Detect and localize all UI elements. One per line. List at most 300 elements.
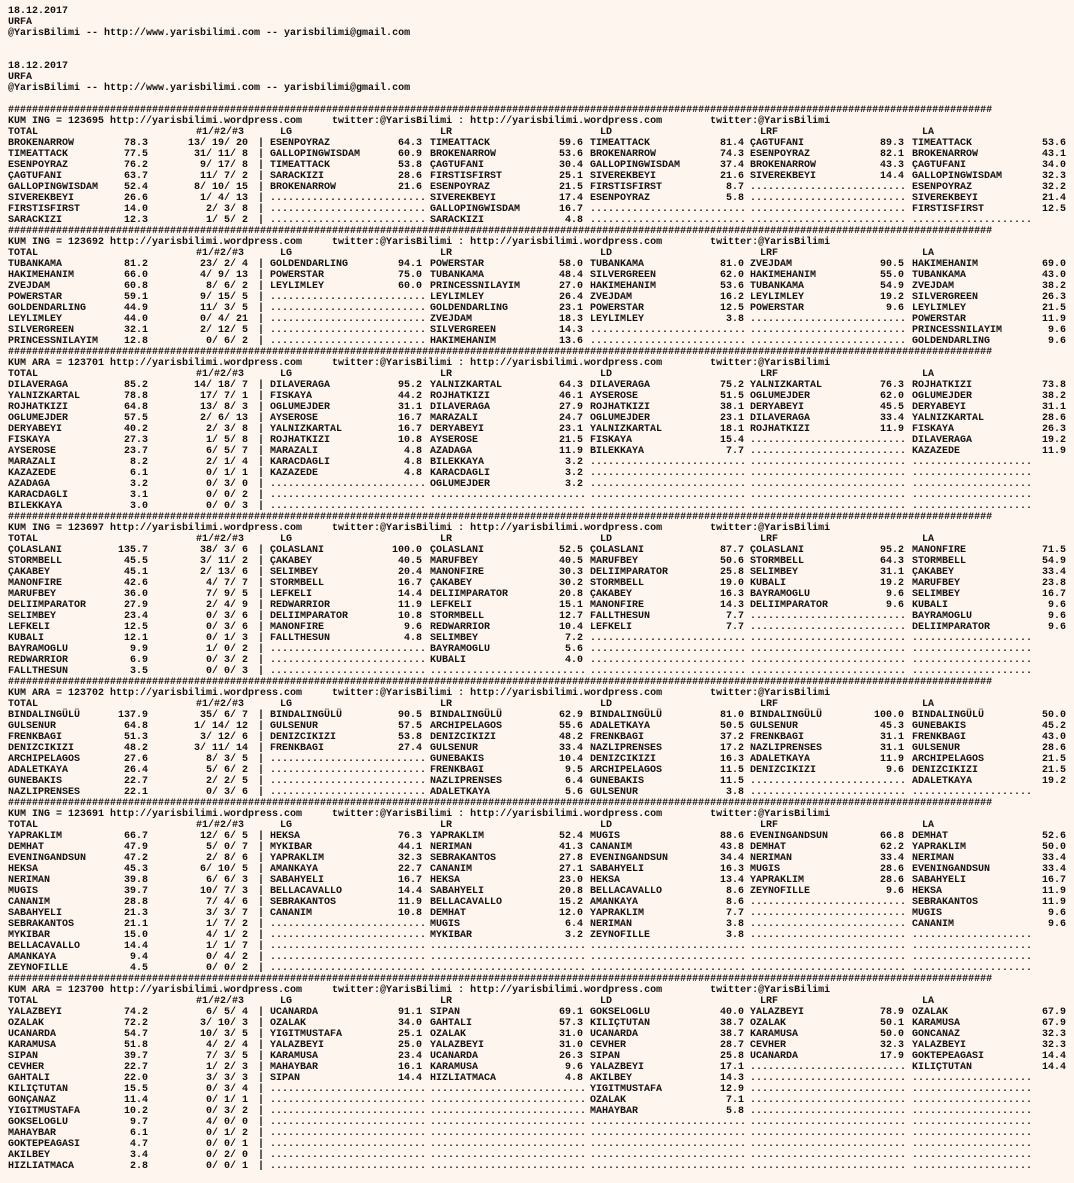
rating-score: 31.1 bbox=[1041, 402, 1066, 413]
horse-name: AMANKAYA bbox=[590, 897, 639, 908]
dotted-filler: .......................... bbox=[270, 754, 427, 765]
horse-name: LEYLIMLEY bbox=[590, 314, 645, 325]
total-score: 36.0 bbox=[123, 589, 148, 600]
horse-name: GUNEBAKIS bbox=[8, 776, 63, 787]
horse-name: KAZAZEDE bbox=[912, 446, 961, 457]
horse-name: HIZLIATMACA bbox=[430, 1073, 497, 1084]
placings: 3/ 3/ 3 bbox=[205, 1073, 248, 1084]
horse-name: OZALAK bbox=[270, 1018, 307, 1029]
dotted-filler: .......................... bbox=[750, 787, 907, 798]
horse-name: SIPAN bbox=[430, 1007, 461, 1018]
dotted-filler: .......................... bbox=[270, 952, 427, 963]
table-row bbox=[8, 853, 1068, 864]
rating-score: 58.0 bbox=[558, 259, 583, 270]
horse-name: ESENPOYRAZ bbox=[750, 149, 811, 160]
horse-name: ADALETKAYA bbox=[912, 776, 973, 787]
horse-name: GOKSELOGLU bbox=[8, 1117, 69, 1128]
table-row bbox=[8, 578, 1068, 589]
table-row bbox=[8, 215, 1068, 226]
race-title: KUM ING = 123691 http://yarisbilimi.wordpress.com twitter:@YarisBilimi : http://yarisbilimi.wordpress.com twitter:@YarisBilimi bbox=[8, 809, 831, 820]
rating-score: 43.0 bbox=[1041, 732, 1066, 743]
horse-name: SIVEREKBEYI bbox=[430, 193, 497, 204]
rating-score: 21.5 bbox=[558, 435, 583, 446]
dotted-filler: .......................... bbox=[750, 1084, 907, 1095]
horse-name: CANANIM bbox=[912, 919, 955, 930]
hash-separator: #################################################################################################################################################################### bbox=[8, 512, 993, 523]
horse-name: PRINCESSNILAYIM bbox=[912, 325, 1003, 336]
column-header: LA bbox=[922, 127, 935, 138]
table-row bbox=[8, 435, 1068, 446]
table-row bbox=[8, 270, 1068, 281]
horse-name: AZADAGA bbox=[8, 479, 51, 490]
table-row bbox=[8, 622, 1068, 633]
placings: 4/ 1/ 2 bbox=[205, 930, 248, 941]
horse-name: POWERSTAR bbox=[590, 303, 645, 314]
total-score: 3.1 bbox=[129, 490, 148, 501]
table-row bbox=[8, 479, 1068, 490]
total-score: 26.4 bbox=[123, 765, 148, 776]
horse-name: GALLOPINGWISDAM bbox=[590, 160, 681, 171]
table-row bbox=[8, 160, 1068, 171]
rating-score: 43.8 bbox=[719, 842, 744, 853]
dotted-filler: .......................... bbox=[270, 666, 427, 677]
column-separator: | bbox=[258, 600, 265, 611]
horse-name: DELIIMPARATOR bbox=[430, 589, 509, 600]
horse-name: DELIIMPARATOR bbox=[750, 600, 829, 611]
horse-name: ZVEJDAM bbox=[430, 314, 473, 325]
rating-score: 32.3 bbox=[1041, 171, 1066, 182]
horse-name: OGLUMEJDER bbox=[590, 413, 651, 424]
horse-name: STORMBELL bbox=[8, 556, 63, 567]
horse-name: YAPRAKLIM bbox=[270, 853, 325, 864]
horse-name: DERYABEYI bbox=[8, 424, 63, 435]
column-separator: | bbox=[258, 897, 265, 908]
total-score: 27.3 bbox=[123, 435, 148, 446]
horse-name: KUBALI bbox=[8, 633, 45, 644]
horse-name: MANONFIRE bbox=[590, 600, 645, 611]
placings: 35/ 6/ 7 bbox=[199, 710, 248, 721]
column-header: #1/#2/#3 bbox=[196, 820, 245, 831]
dotted-filler: .......................... bbox=[750, 336, 907, 347]
horse-name: OZALAK bbox=[8, 1018, 45, 1029]
horse-name: SIPAN bbox=[270, 1073, 301, 1084]
horse-name: KARACDAGLI bbox=[430, 468, 491, 479]
table-row bbox=[8, 776, 1068, 787]
rating-score: 53.8 bbox=[397, 160, 422, 171]
horse-name: BELLACAVALLO bbox=[430, 897, 503, 908]
horse-name: MARUFBEY bbox=[590, 556, 639, 567]
column-separator: | bbox=[258, 622, 265, 633]
table-row bbox=[8, 589, 1068, 600]
rating-score: 38.1 bbox=[719, 402, 744, 413]
dotted-filler: .......................... bbox=[750, 897, 907, 908]
dotted-filler: .......................... bbox=[270, 765, 427, 776]
placings: 0/ 0/ 3 bbox=[205, 501, 248, 512]
rating-score: 15.4 bbox=[719, 435, 744, 446]
table-row bbox=[8, 413, 1068, 424]
rating-score: 17.2 bbox=[719, 743, 744, 754]
column-header: LG bbox=[280, 534, 293, 545]
horse-name: HEKSA bbox=[430, 875, 461, 886]
column-separator: | bbox=[258, 633, 265, 644]
horse-name: GALLOPINGWISDAM bbox=[270, 149, 361, 160]
placings: 6/ 5/ 4 bbox=[205, 1007, 248, 1018]
column-separator: | bbox=[258, 842, 265, 853]
rating-score: 19.2 bbox=[1041, 435, 1066, 446]
rating-score: 62.9 bbox=[558, 710, 583, 721]
dotted-filler: .................... bbox=[912, 1161, 1033, 1172]
dotted-filler: .................... bbox=[912, 1106, 1033, 1117]
column-header: TOTAL bbox=[8, 369, 39, 380]
placings: 3/ 12/ 6 bbox=[199, 732, 248, 743]
rating-score: 20.8 bbox=[558, 886, 583, 897]
horse-name: REDWARRIOR bbox=[8, 655, 69, 666]
horse-name: MYKIBAR bbox=[8, 930, 51, 941]
total-score: 6.9 bbox=[129, 655, 148, 666]
placings: 5/ 0/ 7 bbox=[205, 842, 248, 853]
rating-score: 7.2 bbox=[564, 633, 583, 644]
rating-score: 11.9 bbox=[1041, 314, 1066, 325]
horse-name: KUBALI bbox=[430, 655, 467, 666]
horse-name: BROKENARROW bbox=[270, 182, 337, 193]
column-separator: | bbox=[258, 292, 265, 303]
placings: 5/ 6/ 2 bbox=[205, 765, 248, 776]
total-score: 27.9 bbox=[123, 600, 148, 611]
rating-score: 5.6 bbox=[564, 644, 583, 655]
placings: 0/ 6/ 2 bbox=[205, 336, 248, 347]
rating-score: 66.8 bbox=[879, 831, 904, 842]
placings: 2/ 12/ 5 bbox=[199, 325, 248, 336]
horse-name: HAKIMEHANIM bbox=[750, 270, 817, 281]
column-separator: | bbox=[258, 743, 265, 754]
total-score: 14.4 bbox=[123, 941, 148, 952]
horse-name: SARACKIZI bbox=[270, 171, 325, 182]
rating-score: 31.1 bbox=[879, 732, 904, 743]
horse-name: KARAMUSA bbox=[912, 1018, 961, 1029]
horse-name: KUBALI bbox=[912, 600, 949, 611]
rating-score: 10.4 bbox=[558, 622, 583, 633]
race-title: KUM ING = 123697 http://yarisbilimi.wordpress.com twitter:@YarisBilimi : http://yarisbilimi.wordpress.com twitter:@YarisBilimi bbox=[8, 523, 831, 534]
horse-name: STORMBELL bbox=[590, 578, 645, 589]
placings: 1/ 2/ 3 bbox=[205, 1062, 248, 1073]
dotted-filler: .......................... bbox=[590, 468, 747, 479]
rating-score: 38.2 bbox=[1041, 391, 1066, 402]
horse-name: DENIZCIKIZI bbox=[270, 732, 337, 743]
placings: 7/ 3/ 5 bbox=[205, 1051, 248, 1062]
column-header: LRF bbox=[760, 820, 779, 831]
table-row bbox=[8, 787, 1068, 798]
horse-name: MUGIS bbox=[8, 886, 39, 897]
column-separator: | bbox=[258, 710, 265, 721]
horse-name: GONCANAZ bbox=[912, 1029, 961, 1040]
rating-score: 10.8 bbox=[397, 611, 422, 622]
rating-score: 74.3 bbox=[719, 149, 744, 160]
horse-name: GAHTALI bbox=[430, 1018, 473, 1029]
placings: 0/ 3/ 0 bbox=[205, 479, 248, 490]
column-separator: | bbox=[258, 853, 265, 864]
placings: 0/ 3/ 6 bbox=[205, 787, 248, 798]
horse-name: MARUFBEY bbox=[8, 589, 57, 600]
table-row bbox=[8, 941, 1068, 952]
horse-name: MARAZALI bbox=[430, 413, 479, 424]
dotted-filler: .......................... bbox=[590, 501, 747, 512]
column-separator: | bbox=[258, 171, 265, 182]
rating-score: 23.1 bbox=[558, 303, 583, 314]
rating-score: 9.6 bbox=[1047, 336, 1066, 347]
rating-score: 14.3 bbox=[719, 600, 744, 611]
horse-name: DELIIMPARATOR bbox=[8, 600, 87, 611]
table-row bbox=[8, 886, 1068, 897]
dotted-filler: .......................... bbox=[590, 479, 747, 490]
horse-name: TIMEATTACK bbox=[8, 149, 69, 160]
placings: 8/ 10/ 15 bbox=[193, 182, 248, 193]
dotted-filler: .................... bbox=[912, 1095, 1033, 1106]
placings: 38/ 3/ 6 bbox=[199, 545, 248, 556]
column-header: LA bbox=[922, 534, 935, 545]
dotted-filler: .......................... bbox=[270, 787, 427, 798]
rating-score: 27.4 bbox=[397, 743, 422, 754]
dotted-filler: .......................... bbox=[270, 919, 427, 930]
column-header: LA bbox=[922, 820, 935, 831]
horse-name: GOLDENDARLING bbox=[8, 303, 87, 314]
rating-score: 51.5 bbox=[719, 391, 744, 402]
dotted-filler: .................... bbox=[912, 457, 1033, 468]
rating-score: 20.4 bbox=[397, 567, 422, 578]
horse-name: FALLTHESUN bbox=[590, 611, 651, 622]
placings: 1/ 7/ 2 bbox=[205, 919, 248, 930]
rating-score: 71.5 bbox=[1041, 545, 1066, 556]
horse-name: TIMEATTACK bbox=[912, 138, 973, 149]
column-separator: | bbox=[258, 391, 265, 402]
rating-score: 87.7 bbox=[719, 545, 744, 556]
table-row bbox=[8, 149, 1068, 160]
table-row bbox=[8, 171, 1068, 182]
rating-score: 50.5 bbox=[719, 721, 744, 732]
rating-score: 11.9 bbox=[397, 897, 422, 908]
horse-name: KARAMUSA bbox=[750, 1029, 799, 1040]
rating-score: 16.7 bbox=[1041, 875, 1066, 886]
placings: 0/ 1/ 1 bbox=[205, 468, 248, 479]
horse-name: AYSEROSE bbox=[590, 391, 639, 402]
horse-name: KAZAZEDE bbox=[270, 468, 319, 479]
column-header: #1/#2/#3 bbox=[196, 127, 245, 138]
rating-score: 90.5 bbox=[397, 710, 422, 721]
column-header: TOTAL bbox=[8, 534, 39, 545]
placings: 0/ 1/ 2 bbox=[205, 1128, 248, 1139]
report-date: 18.12.2017 bbox=[8, 61, 69, 72]
dotted-filler: .................... bbox=[912, 633, 1033, 644]
column-separator: | bbox=[258, 941, 265, 952]
horse-name: ESENPOYRAZ bbox=[430, 182, 491, 193]
dotted-filler: .......................... bbox=[270, 325, 427, 336]
rating-score: 24.7 bbox=[558, 413, 583, 424]
rating-score: 4.8 bbox=[403, 457, 422, 468]
column-separator: | bbox=[258, 589, 265, 600]
horse-name: EVENINGANDSUN bbox=[912, 864, 991, 875]
rating-score: 7.7 bbox=[725, 446, 744, 457]
column-separator: | bbox=[258, 1106, 265, 1117]
total-score: 57.5 bbox=[123, 413, 148, 424]
total-score: 45.5 bbox=[123, 556, 148, 567]
table-row bbox=[8, 138, 1068, 149]
horse-name: ROJHATKIZI bbox=[912, 380, 973, 391]
table-row bbox=[8, 1139, 1068, 1150]
horse-name: LEYLIMLEY bbox=[8, 314, 63, 325]
rating-score: 19.2 bbox=[879, 578, 904, 589]
horse-name: FRENKBAGI bbox=[430, 765, 485, 776]
total-score: 64.8 bbox=[123, 721, 148, 732]
column-separator: | bbox=[258, 963, 265, 974]
horse-name: CEVHER bbox=[590, 1040, 627, 1051]
rating-score: 30.2 bbox=[558, 578, 583, 589]
horse-name: GUNEBAKIS bbox=[430, 754, 485, 765]
horse-name: HIZLIATMACA bbox=[8, 1161, 75, 1172]
table-row bbox=[8, 754, 1068, 765]
total-score: 76.2 bbox=[123, 160, 148, 171]
column-headers bbox=[8, 699, 1068, 710]
rating-score: 32.3 bbox=[1041, 1040, 1066, 1051]
horse-name: DENIZCIKIZI bbox=[912, 765, 979, 776]
horse-name: DELIIMPARATOR bbox=[270, 611, 349, 622]
column-separator: | bbox=[258, 545, 265, 556]
table-row bbox=[8, 842, 1068, 853]
column-separator: | bbox=[258, 303, 265, 314]
column-separator: | bbox=[258, 435, 265, 446]
total-score: 28.8 bbox=[123, 897, 148, 908]
column-header: LD bbox=[600, 699, 613, 710]
total-score: 66.7 bbox=[123, 831, 148, 842]
horse-name: SIPAN bbox=[8, 1051, 39, 1062]
horse-name: ZEYNOFILLE bbox=[750, 886, 811, 897]
column-separator: | bbox=[258, 875, 265, 886]
horse-name: REDWARRIOR bbox=[430, 622, 491, 633]
horse-name: SEBRAKANTOS bbox=[912, 897, 979, 908]
column-header: #1/#2/#3 bbox=[196, 534, 245, 545]
horse-name: BINDALINGÜLÜ bbox=[912, 710, 985, 721]
horse-name: GALLOPINGWISDAM bbox=[430, 204, 521, 215]
horse-name: FRENKBAGI bbox=[750, 732, 805, 743]
rating-score: 33.4 bbox=[558, 743, 583, 754]
rating-score: 14.4 bbox=[397, 886, 422, 897]
rating-score: 67.9 bbox=[1041, 1007, 1066, 1018]
rating-score: 50.0 bbox=[1041, 842, 1066, 853]
table-row bbox=[8, 303, 1068, 314]
table-row bbox=[8, 1029, 1068, 1040]
rating-score: 28.6 bbox=[879, 864, 904, 875]
dotted-filler: .......................... bbox=[270, 1139, 427, 1150]
horse-name: DEMHAT bbox=[912, 831, 949, 842]
table-row bbox=[8, 1106, 1068, 1117]
dotted-filler: .......................... bbox=[270, 1106, 427, 1117]
column-header: LRF bbox=[760, 534, 779, 545]
horse-name: BINDALINGÜLÜ bbox=[750, 710, 823, 721]
horse-name: ESENPOYRAZ bbox=[270, 138, 331, 149]
rating-score: 64.3 bbox=[879, 556, 904, 567]
rating-score: 52.6 bbox=[1041, 831, 1066, 842]
placings: 0/ 4/ 21 bbox=[199, 314, 248, 325]
dotted-filler: .......................... bbox=[590, 1161, 747, 1172]
horse-name: CANANIM bbox=[270, 908, 313, 919]
report-city: URFA bbox=[8, 17, 33, 28]
dotted-filler: .................... bbox=[912, 501, 1033, 512]
horse-name: SEBRAKANTOS bbox=[430, 853, 497, 864]
horse-name: CANANIM bbox=[590, 842, 633, 853]
horse-name: ÇOLASLANI bbox=[270, 545, 325, 556]
horse-name: MARAZALI bbox=[270, 446, 319, 457]
horse-name: ÇAKABEY bbox=[590, 589, 633, 600]
total-score: 3.0 bbox=[129, 501, 148, 512]
horse-name: ROJHATKIZI bbox=[430, 391, 491, 402]
rating-score: 13.6 bbox=[558, 336, 583, 347]
rating-score: 25.8 bbox=[719, 567, 744, 578]
total-score: 51.8 bbox=[123, 1040, 148, 1051]
horse-name: UCANARDA bbox=[270, 1007, 319, 1018]
rating-score: 40.5 bbox=[397, 556, 422, 567]
table-row bbox=[8, 468, 1068, 479]
rating-score: 12.9 bbox=[719, 1084, 744, 1095]
horse-name: ÇOLASLANI bbox=[8, 545, 63, 556]
horse-name: YALNIZKARTAL bbox=[270, 424, 343, 435]
total-score: 12.5 bbox=[123, 622, 148, 633]
rating-score: 89.3 bbox=[879, 138, 904, 149]
horse-name: MANONFIRE bbox=[430, 567, 485, 578]
dotted-filler: .................... bbox=[912, 666, 1033, 677]
rating-score: 11.5 bbox=[719, 765, 744, 776]
column-header: LG bbox=[280, 369, 293, 380]
total-score: 23.7 bbox=[123, 446, 148, 457]
horse-name: YAPRAKLIM bbox=[750, 875, 805, 886]
placings: 0/ 1/ 1 bbox=[205, 1095, 248, 1106]
hash-separator: #################################################################################################################################################################### bbox=[8, 974, 993, 985]
horse-name: SELIMBEY bbox=[270, 567, 319, 578]
dotted-filler: .......................... bbox=[270, 303, 427, 314]
column-header: LG bbox=[280, 699, 293, 710]
horse-name: GOLDENDARLING bbox=[430, 303, 509, 314]
placings: 4/ 7/ 7 bbox=[205, 578, 248, 589]
rating-score: 27.8 bbox=[558, 853, 583, 864]
column-header: TOTAL bbox=[8, 248, 39, 259]
total-score: 3.2 bbox=[129, 479, 148, 490]
rating-score: 16.3 bbox=[719, 864, 744, 875]
total-score: 54.7 bbox=[123, 1029, 148, 1040]
horse-name: YALAZBEYI bbox=[8, 1007, 63, 1018]
horse-name: KUBALI bbox=[750, 578, 787, 589]
placings: 4/ 2/ 4 bbox=[205, 1040, 248, 1051]
column-headers bbox=[8, 248, 1068, 259]
horse-name: EVENINGANDSUN bbox=[590, 853, 669, 864]
dotted-filler: .......................... bbox=[750, 963, 907, 974]
horse-name: CEVHER bbox=[750, 1040, 787, 1051]
horse-name: DILAVERAGA bbox=[912, 435, 973, 446]
horse-name: MAHAYBAR bbox=[270, 1062, 319, 1073]
total-score: 32.1 bbox=[123, 325, 148, 336]
column-separator: | bbox=[258, 1095, 265, 1106]
table-row bbox=[8, 633, 1068, 644]
rating-score: 4.8 bbox=[403, 446, 422, 457]
rating-score: 19.2 bbox=[879, 292, 904, 303]
table-row bbox=[8, 1117, 1068, 1128]
rating-score: 4.0 bbox=[564, 655, 583, 666]
column-separator: | bbox=[258, 490, 265, 501]
horse-name: AMANKAYA bbox=[270, 864, 319, 875]
table-row bbox=[8, 567, 1068, 578]
rating-score: 44.2 bbox=[397, 391, 422, 402]
table-row bbox=[8, 1073, 1068, 1084]
table-row bbox=[8, 1128, 1068, 1139]
rating-score: 45.2 bbox=[1041, 721, 1066, 732]
placings: 0/ 3/ 6 bbox=[205, 622, 248, 633]
rating-score: 50.1 bbox=[879, 1018, 904, 1029]
